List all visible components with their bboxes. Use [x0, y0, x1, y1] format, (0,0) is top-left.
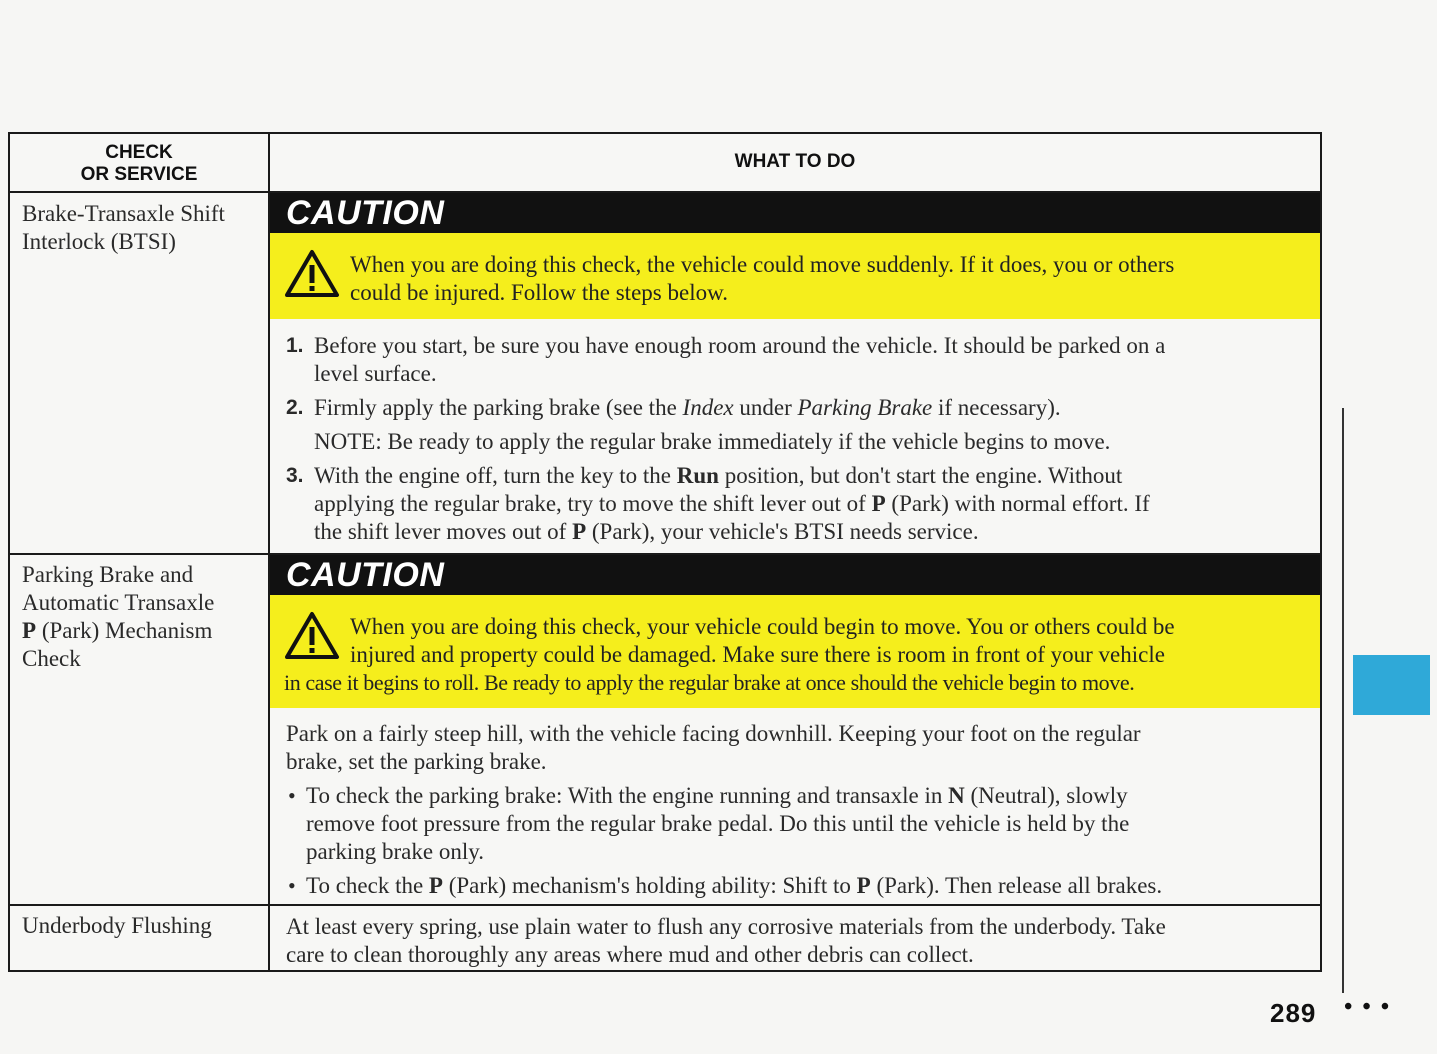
parking-brake-reference: Parking Brake: [797, 395, 933, 420]
step-line: Before you start, be sure you have enough room around the vehicle. It should be parked on a: [314, 333, 1166, 358]
note: [286, 428, 1292, 456]
bullet-text: (Park) mechanism's holding ability: Shift to: [442, 873, 857, 898]
gear-n: N: [948, 783, 965, 808]
bullet-parking-brake-check: [286, 782, 1292, 866]
step-text: the shift lever moves out of: [314, 519, 573, 544]
page-number: 289: [1270, 998, 1317, 1028]
bullet-text: (Park). Then release all brakes.: [870, 873, 1163, 898]
caution-text-parking: [350, 613, 1175, 669]
label-line: (Park) Mechanism: [36, 618, 213, 643]
bullet-text: parking brake only.: [306, 839, 484, 864]
caution-banner-parking: [270, 555, 1320, 595]
step-text: (Park) with normal effort. If: [885, 491, 1150, 516]
step-1: [286, 332, 1292, 388]
caution-line: could be injured. Follow the steps below.: [350, 280, 728, 305]
header-check-line1: CHECK: [105, 142, 173, 163]
step-text: (Park), your vehicle's BTSI needs service.: [586, 519, 979, 544]
caution-title: CAUTION: [286, 194, 445, 232]
page-dots: • • •: [1344, 994, 1392, 1020]
step-number: 3.: [286, 464, 304, 487]
bullet-icon: •: [288, 783, 296, 808]
gear-p: P: [871, 491, 886, 516]
label-line: Parking Brake and: [22, 562, 194, 587]
note-text: NOTE: Be ready to apply the regular brake immediately if the vehicle begins to move.: [314, 429, 1111, 454]
warning-triangle-icon: [284, 249, 340, 299]
label-line: Interlock (BTSI): [22, 229, 176, 254]
step-2: [286, 394, 1292, 422]
label-line: Check: [22, 646, 81, 671]
row-divider-2: [10, 904, 1320, 906]
bullet-text: remove foot pressure from the regular brake pedal. Do this until the vehicle is held by the: [306, 811, 1130, 836]
row-label-parking: [22, 561, 258, 673]
row-label-underbody: Underbody Flushing: [22, 913, 212, 938]
header-what-to-do: WHAT TO DO: [734, 151, 856, 172]
gear-p: P: [572, 519, 587, 544]
caution-text-btsi: [350, 251, 1174, 307]
warning-triangle-icon: [284, 611, 340, 661]
step-number: 2.: [286, 396, 304, 419]
gear-p: P: [856, 873, 871, 898]
step-line: level surface.: [314, 361, 437, 386]
underbody-line: care to clean thoroughly any areas where mud and other debris can collect.: [286, 942, 974, 967]
bullet-icon: •: [288, 873, 296, 898]
caution-line: in case it begins to roll. Be ready to apply the regular brake at once should the vehicle begin to move.: [284, 670, 1135, 695]
step-text: if necessary).: [932, 395, 1061, 420]
step-text: position, but don't start the engine. Without: [718, 463, 1123, 488]
caution-banner-btsi: [270, 193, 1320, 233]
label-line: Brake-Transaxle Shift: [22, 201, 225, 226]
margin-rule: [1342, 408, 1344, 993]
header-check-or-service: [10, 142, 268, 186]
maintenance-table: [8, 132, 1322, 972]
step-text: applying the regular brake, try to move the shift lever out of: [314, 491, 872, 516]
parking-intro: [286, 720, 1141, 776]
step-3: [286, 462, 1292, 546]
step-text: With the engine off, turn the key to the: [314, 463, 677, 488]
intro-line: Park on a fairly steep hill, with the vehicle facing downhill. Keeping your foot on the regular: [286, 721, 1141, 746]
caution-box-btsi: [270, 233, 1320, 319]
underbody-line: At least every spring, use plain water to flush any corrosive materials from the underbody. Take: [286, 914, 1166, 939]
caution-line: When you are doing this check, your vehicle could begin to move. You or others could be: [350, 614, 1175, 639]
run-position: Run: [676, 463, 719, 488]
step-number: 1.: [286, 334, 304, 357]
index-reference: Index: [682, 395, 734, 420]
label-line: Automatic Transaxle: [22, 590, 215, 615]
intro-line: brake, set the parking brake.: [286, 749, 547, 774]
caution-line: injured and property could be damaged. Make sure there is room in front of your vehicle: [350, 642, 1165, 667]
gear-p: P: [22, 618, 37, 643]
bullet-text: To check the: [306, 873, 429, 898]
step-text: under: [733, 395, 798, 420]
step-text: Firmly apply the parking brake (see the: [314, 395, 683, 420]
caution-line: When you are doing this check, the vehicle could move suddenly. If it does, you or others: [350, 252, 1175, 277]
bullet-text: (Neutral), slowly: [964, 783, 1128, 808]
caution-box-parking: [270, 595, 1320, 708]
header-check-line2: OR SERVICE: [80, 164, 198, 185]
bullet-text: To check the parking brake: With the engine running and transaxle in: [306, 783, 949, 808]
section-tab-marker: [1353, 655, 1430, 715]
underbody-text: [286, 913, 1166, 969]
row-label-btsi: [22, 200, 258, 256]
gear-p: P: [428, 873, 443, 898]
caution-title: CAUTION: [286, 556, 445, 594]
bullet-park-mechanism-check: [286, 872, 1292, 900]
